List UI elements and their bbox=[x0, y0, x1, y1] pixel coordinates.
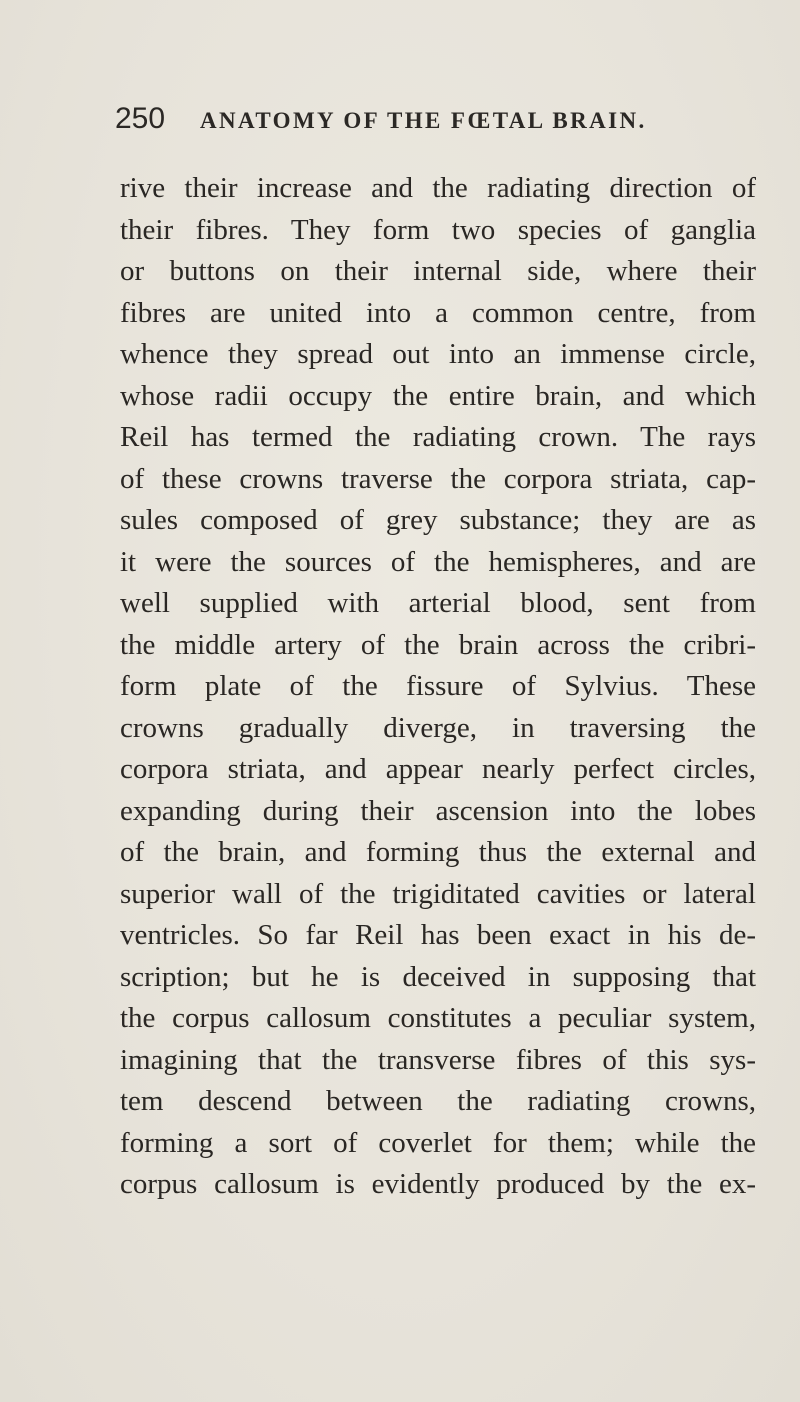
text-line: fibres are united into a common centre, from bbox=[120, 296, 756, 329]
text-line: ventricles. So far Reil has been exact in his de- bbox=[120, 919, 756, 951]
text-line: it were the sources of the hemispheres, and are bbox=[120, 545, 756, 578]
body-paragraph bbox=[120, 168, 756, 1206]
text-line: rive their increase and the radiating direction of bbox=[120, 172, 756, 204]
text-line: sules composed of grey substance; they are as bbox=[120, 504, 756, 536]
text-line: whence they spread out into an immense circle, bbox=[120, 338, 756, 370]
text-line: superior wall of the trigiditated cavities or lateral bbox=[120, 877, 756, 910]
text-line: or buttons on their internal side, where their bbox=[120, 255, 756, 287]
text-line: the corpus callosum constitutes a peculiar system, bbox=[120, 1002, 756, 1034]
text-line: crowns gradually diverge, in traversing the bbox=[120, 711, 756, 744]
text-line: forming a sort of coverlet for them; while the bbox=[120, 1126, 756, 1159]
text-line: of these crowns traverse the corpora striata, cap- bbox=[120, 462, 756, 495]
text-line: of the brain, and forming thus the external and bbox=[120, 836, 756, 868]
text-line: corpus callosum is evidently produced by the ex- bbox=[120, 1168, 756, 1200]
text-line: scription; but he is deceived in supposing that bbox=[120, 960, 756, 993]
text-line: the middle artery of the brain across the cribri- bbox=[120, 628, 756, 661]
text-line: form plate of the fissure of Sylvius. These bbox=[120, 670, 756, 702]
text-line: whose radii occupy the entire brain, and which bbox=[120, 379, 756, 412]
page-number: 250 bbox=[115, 102, 166, 135]
text-line: well supplied with arterial blood, sent from bbox=[120, 587, 756, 619]
text-line: expanding during their ascension into the lobes bbox=[120, 794, 756, 827]
text-line: corpora striata, and appear nearly perfect circles, bbox=[120, 753, 756, 785]
text-line: their fibres. They form two species of ganglia bbox=[120, 213, 756, 246]
text-line: Reil has termed the radiating crown. The rays bbox=[120, 421, 756, 453]
text-line: tem descend between the radiating crowns, bbox=[120, 1085, 756, 1117]
running-title: ANATOMY OF THE FŒTAL BRAIN. bbox=[200, 108, 647, 133]
text-line: imagining that the transverse fibres of this sys- bbox=[120, 1043, 756, 1076]
